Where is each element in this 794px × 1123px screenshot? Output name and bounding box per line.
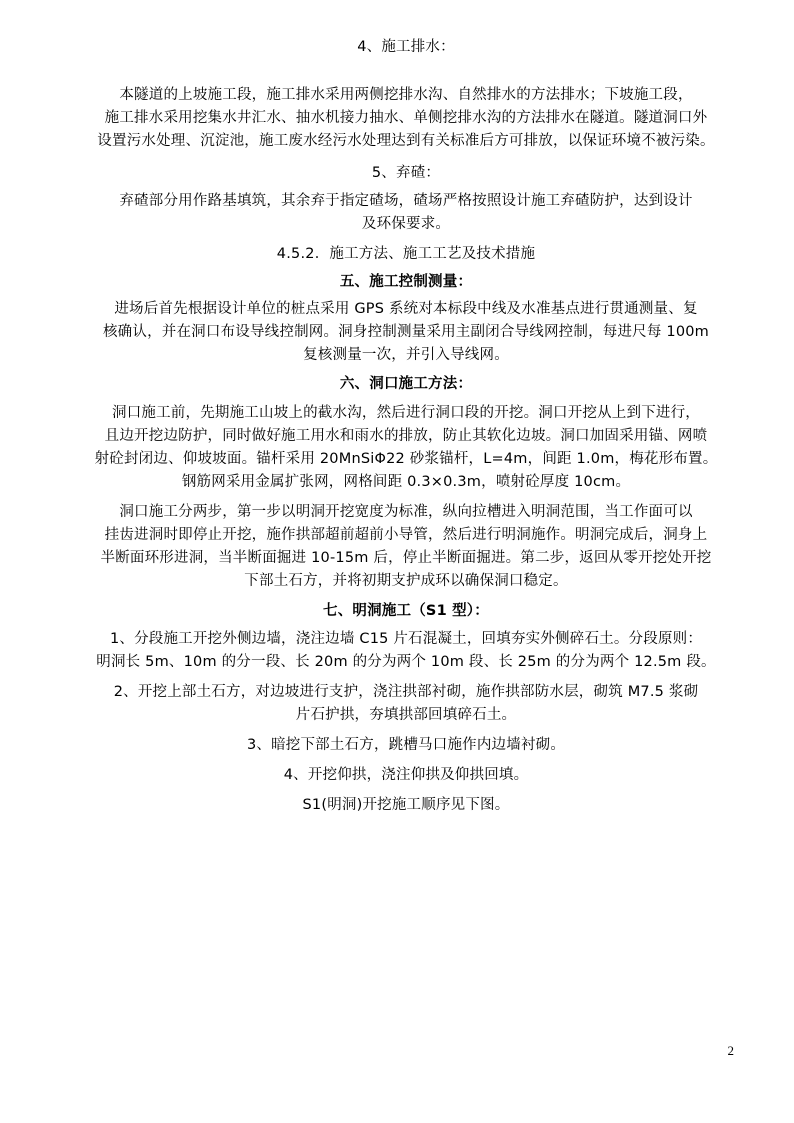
paragraph-oc-2-line-2: 片石护拱，夯填拱部回填碎石土。 — [295, 707, 517, 723]
paragraph-drainage-line-3: 设置污水处理、沉淀池，施工废水经污水处理达到有关标准后方可排放，以保证环境不被污染。 — [97, 133, 715, 149]
paragraph-oc-1-line-1: 1、分段施工开挖外侧边墙，浇注边墙 C15 片石混凝土，回填夯实外侧碎石土。分段原则： — [109, 631, 703, 647]
paragraph-portal-2-line-3: 半断面环形进洞，当半断面掘进 10-15m 后，停止半断面掘进。第二步，返回从零开挖处开挖 — [100, 550, 712, 566]
paragraph-waste-line-2: 及环保要求。 — [361, 216, 451, 232]
paragraph-drainage-line-2: 施工排水采用挖集水井汇水、抽水机接力抽水、单侧挖排水沟的方法排水在隧道。隧道洞口外 — [104, 110, 708, 126]
heading-portal-method: 六、洞口施工方法： — [339, 376, 473, 392]
paragraph-portal-1-line-4: 钢筋网采用金属扩张网，网格间距 0.3×0.3m，喷射砼厚度 10cm。 — [181, 474, 631, 490]
paragraph-oc-5: S1(明洞)开挖施工顺序见下图。 — [302, 797, 510, 813]
heading-open-cut: 七、明洞施工（S1 型）： — [323, 603, 489, 619]
paragraph-waste-line-1: 弃碴部分用作路基填筑，其余弃于指定碴场，碴场严格按照设计施工弃碴防护，达到设计 — [119, 193, 693, 209]
paragraph-portal-1-line-3: 射砼封闭边、仰坡坡面。锚杆采用 20MnSiΦ22 砂浆锚杆，L=4m，间距 1.0m，梅花形布置。 — [94, 451, 718, 467]
paragraph-oc-2-line-1: 2、开挖上部土石方，对边坡进行支护，浇注拱部衬砌，施作拱部防水层，砌筑 M7.5 浆砌 — [113, 684, 699, 700]
paragraph-oc-4: 4、开挖仰拱，浇注仰拱及仰拱回填。 — [283, 767, 529, 783]
paragraph-survey-line-2: 核确认，并在洞口布设导线控制网。洞身控制测量采用主副闭合导线网控制，每进尺每 100m — [102, 324, 709, 340]
heading-section-452: 4.5.2．施工方法、施工工艺及技术措施 — [276, 246, 536, 262]
page-number: 2 — [727, 1043, 734, 1058]
paragraph-portal-1-line-2: 且边开挖边防护，同时做好施工用水和雨水的排放，防止其软化边坡。洞口加固采用锚、网喷 — [104, 428, 708, 444]
paragraph-portal-2-line-1: 洞口施工分两步，第一步以明洞开挖宽度为标准，纵向拉槽进入明洞范围，当工作面可以 — [119, 504, 693, 520]
paragraph-portal-2-line-4: 下部土石方，并将初期支护成环以确保洞口稳定。 — [244, 573, 568, 589]
paragraph-oc-3: 3、暗挖下部土石方，跳槽马口施作内边墙衬砌。 — [246, 737, 566, 753]
heading-control-survey: 五、施工控制测量： — [339, 274, 473, 290]
paragraph-drainage-line-1: 本隧道的上坡施工段，施工排水采用两侧挖排水沟、自然排水的方法排水；下坡施工段， — [119, 87, 693, 103]
paragraph-survey-line-3: 复核测量一次，并引入导线网。 — [303, 347, 509, 363]
heading-waste: 5、弃碴： — [371, 165, 441, 181]
paragraph-portal-1-line-1: 洞口施工前，先期施工山坡上的截水沟，然后进行洞口段的开挖。洞口开挖从上到下进行， — [112, 405, 700, 421]
paragraph-portal-2-line-2: 挂齿进洞时即停止开挖，施作拱部超前超前小导管，然后进行明洞施作。明洞完成后，洞身上 — [104, 527, 708, 543]
paragraph-survey-line-1: 进场后首先根据设计单位的桩点采用 GPS 系统对本标段中线及水准基点进行贯通测量、复 — [114, 301, 698, 317]
heading-drainage: 4、施工排水： — [357, 39, 455, 55]
paragraph-oc-1-line-2: 明洞长 5m、10m 的分一段、长 20m 的分为两个 10m 段、长 25m 的分为两个 12.5m 段。 — [96, 654, 716, 670]
